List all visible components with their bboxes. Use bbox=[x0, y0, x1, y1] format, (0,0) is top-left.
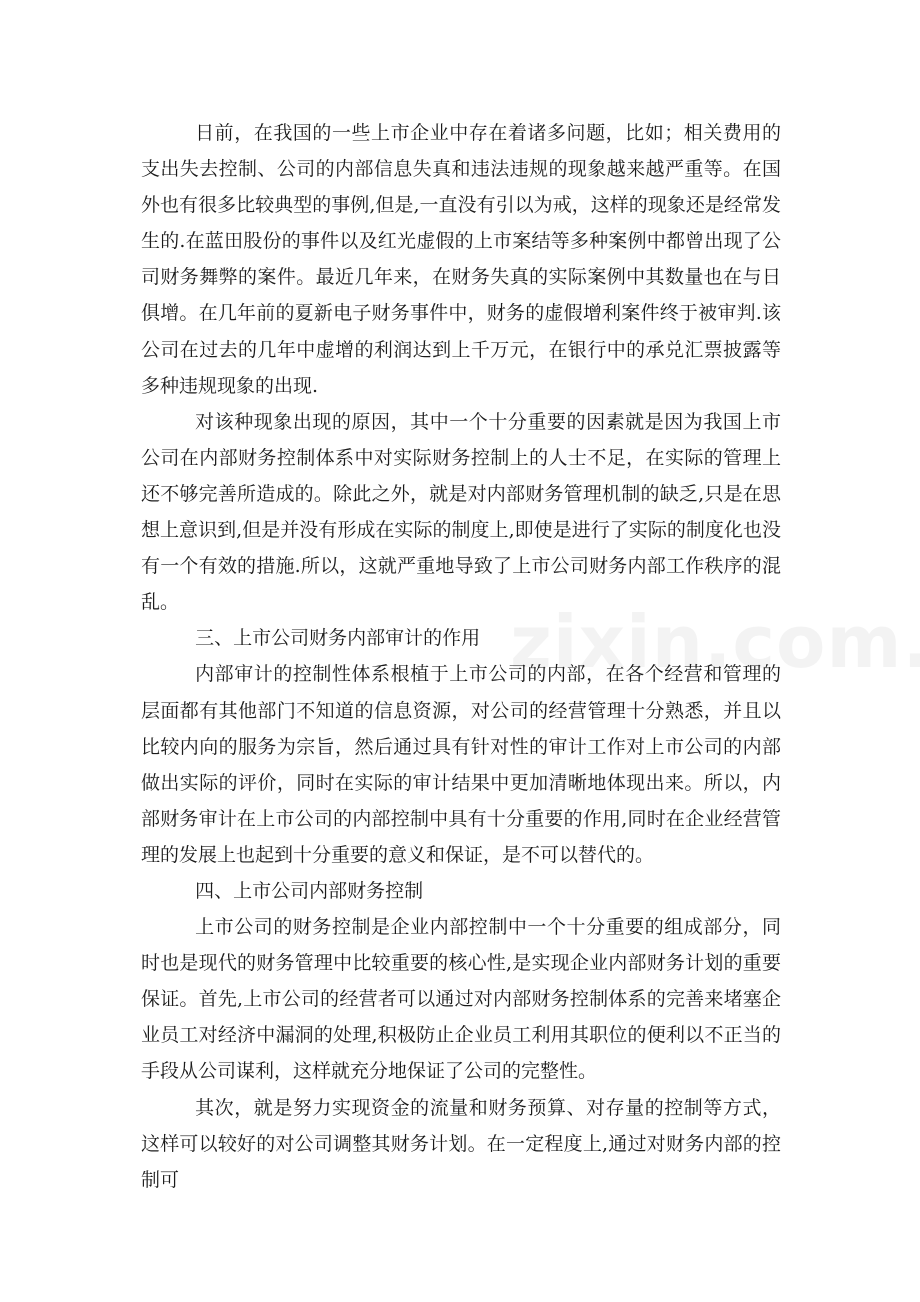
section-heading-audit-role: 三、上市公司财务内部审计的作用 bbox=[195, 627, 481, 650]
watermark bbox=[510, 600, 920, 684]
paragraph-secondly: 其次，就是努力实现资金的流量和财务预算、对存量的控制等方式，这样可以较好的对公司调整其财务计划。在一定程度上,通过对财务内部的控制可 bbox=[141, 1096, 781, 1191]
paragraph-causes: 对该种现象出现的原因，其中一个十分重要的因素就是因为我国上市公司在内部财务控制体系中对实际财务控制上的人士不足，在实际的管理上还不够完善所造成的。除此之外，就是对内部财务管理机制的缺乏,只是在思想上意识到,但是并没有形成在实际的制度上,即使是进行了实际的制度化也没有一个有效的措施.所以，这就严重地导致了上市公司财务内部工作秩序的混乱。 bbox=[141, 410, 781, 614]
section-heading-financial-control: 四、上市公司内部财务控制 bbox=[195, 879, 424, 902]
paragraph-financial-control: 上市公司的财务控制是企业内部控制中一个十分重要的组成部分，同时也是现代的财务管理中比较重要的核心性,是实现企业内部财务计划的重要保证。首先,上市公司的经营者可以通过对内部财务控制体系的完善来堵塞企业员工对经济中漏洞的处理,积极防止企业员工利用其职位的便利以不正当的手段从公司谋利，这样就充分地保证了公司的完整性。 bbox=[141, 916, 781, 1083]
paragraph-intro: 日前，在我国的一些上市企业中存在着诸多问题，比如；相关费用的支出失去控制、公司的内部信息失真和违法违规的现象越来越严重等。在国外也有很多比较典型的事例,但是,一直没有引以为戒，这样的现象还是经常发生的.在蓝田股份的事件以及红光虚假的上市案结等多种案例中都曾出现了公司财务舞弊的案件。最近几年来，在财务失真的实际案例中其数量也在与日俱增。在几年前的夏新电子财务事件中，财务的虚假增利案件终于被审判.该公司在过去的几年中虚增的利润达到上千万元，在银行中的承兑汇票披露等多种违规现象的出现. bbox=[141, 122, 781, 397]
paragraph-audit-role: 内部审计的控制性体系根植于上市公司的内部，在各个经营和管理的层面都有其他部门不知道的信息资源，对公司的经营管理十分熟悉，并且以比较内向的服务为宗旨，然后通过具有针对性的审计工作对上市公司的内部做出实际的评价，同时在实际的审计结果中更加清晰地体现出来。所以，内部财务审计在上市公司的内部控制中具有十分重要的作用,同时在企业经营管理的发展上也起到十分重要的意义和保证，是不可以替代的。 bbox=[141, 663, 781, 866]
